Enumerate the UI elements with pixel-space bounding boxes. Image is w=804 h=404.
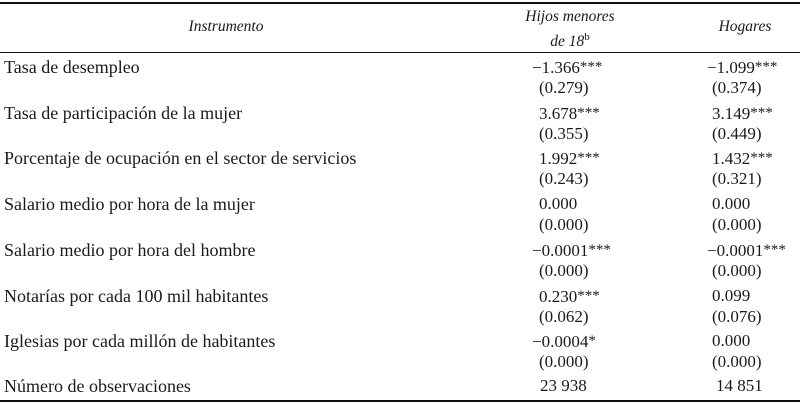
header-hijos-footnote: b (584, 31, 590, 43)
significance-stars: *** (763, 241, 786, 258)
row-label: Salario medio por hora de la mujer (4, 194, 255, 215)
row-label: Salario medio por hora del hombre (4, 239, 256, 260)
hijos-standard-error: (0.243) (539, 169, 589, 189)
coefficient-value: −0.0001 (707, 240, 764, 260)
hogares-standard-error: (0.449) (712, 123, 762, 143)
significance-stars: *** (750, 104, 773, 121)
hijos-standard-error: (0.062) (539, 306, 589, 326)
coefficient-value: 0.000 (712, 194, 751, 214)
coefficient-value: 1.992 (539, 149, 578, 169)
coefficient-value: −0.0004 (532, 332, 589, 352)
hogares-standard-error: (0.000) (712, 352, 762, 372)
header-rule (0, 52, 800, 53)
row-label: Notarías por cada 100 mil habitantes (4, 285, 269, 306)
coefficient-value: 1.432 (712, 149, 751, 169)
hogares-coefficient (707, 56, 777, 79)
hogares-standard-error: (0.321) (712, 169, 762, 189)
significance-stars: *** (754, 59, 778, 75)
significance-stars: *** (577, 104, 600, 121)
header-instrumento: Instrumento (188, 18, 264, 35)
hijos-coefficient (539, 285, 600, 308)
significance-stars: * (588, 333, 596, 350)
coefficient-value: 3.678 (539, 103, 578, 123)
hijos-coefficient (539, 102, 600, 125)
significance-stars: *** (577, 150, 600, 167)
coefficient-value: 3.149 (712, 103, 751, 123)
hijos-coefficient (539, 147, 600, 170)
hijos-standard-error: (0.000) (539, 215, 589, 235)
hijos-standard-error: (0.355) (539, 123, 589, 143)
coefficient-value: −1.099 (707, 58, 755, 77)
hijos-standard-error: (0.000) (539, 352, 589, 372)
header-hijos-line1: Hijos menores (525, 8, 615, 25)
hogares-standard-error: (0.000) (712, 215, 762, 235)
significance-stars: *** (579, 59, 603, 75)
coefficient-value: −1.366 (532, 58, 580, 77)
coefficient-value: 0.000 (539, 194, 578, 214)
hijos-standard-error: (0.000) (539, 260, 589, 280)
hogares-coefficient (712, 147, 773, 170)
header-hijos-menores (500, 7, 640, 52)
significance-stars: *** (588, 241, 611, 258)
hogares-observations: 14 851 (716, 376, 763, 395)
significance-stars: *** (750, 150, 773, 167)
hijos-standard-error: (0.279) (539, 78, 589, 97)
bottom-rule (0, 400, 800, 402)
row-label: Iglesias por cada millón de habitantes (4, 331, 276, 352)
hijos-coefficient (532, 239, 611, 262)
hogares-standard-error: (0.374) (712, 78, 762, 97)
significance-stars: *** (577, 287, 600, 304)
hijos-coefficient (532, 330, 596, 353)
hogares-coefficient (712, 285, 750, 307)
coefficient-value: 0.000 (712, 331, 751, 351)
coefficient-value: 0.099 (712, 285, 751, 305)
hijos-coefficient (532, 56, 602, 79)
hogares-standard-error: (0.000) (712, 260, 762, 280)
top-rule (0, 2, 800, 4)
observations-label: Número de observaciones (4, 376, 191, 396)
row-label: Porcentaje de ocupación en el sector de servicios (4, 148, 357, 169)
hogares-coefficient (712, 102, 773, 125)
hogares-coefficient (712, 330, 750, 352)
header-hogares: Hogares (718, 18, 772, 35)
row-label: Tasa de desempleo (4, 57, 140, 77)
hogares-coefficient (707, 239, 786, 262)
hijos-observations: 23 938 (540, 376, 587, 395)
coefficient-value: −0.0001 (532, 240, 589, 260)
coefficient-value: 0.230 (539, 286, 578, 306)
hogares-coefficient (712, 193, 750, 215)
header-hijos-line2: de 18 (550, 33, 585, 50)
hogares-standard-error: (0.076) (712, 306, 762, 326)
hijos-coefficient (539, 193, 577, 215)
row-label: Tasa de participación de la mujer (4, 102, 243, 123)
